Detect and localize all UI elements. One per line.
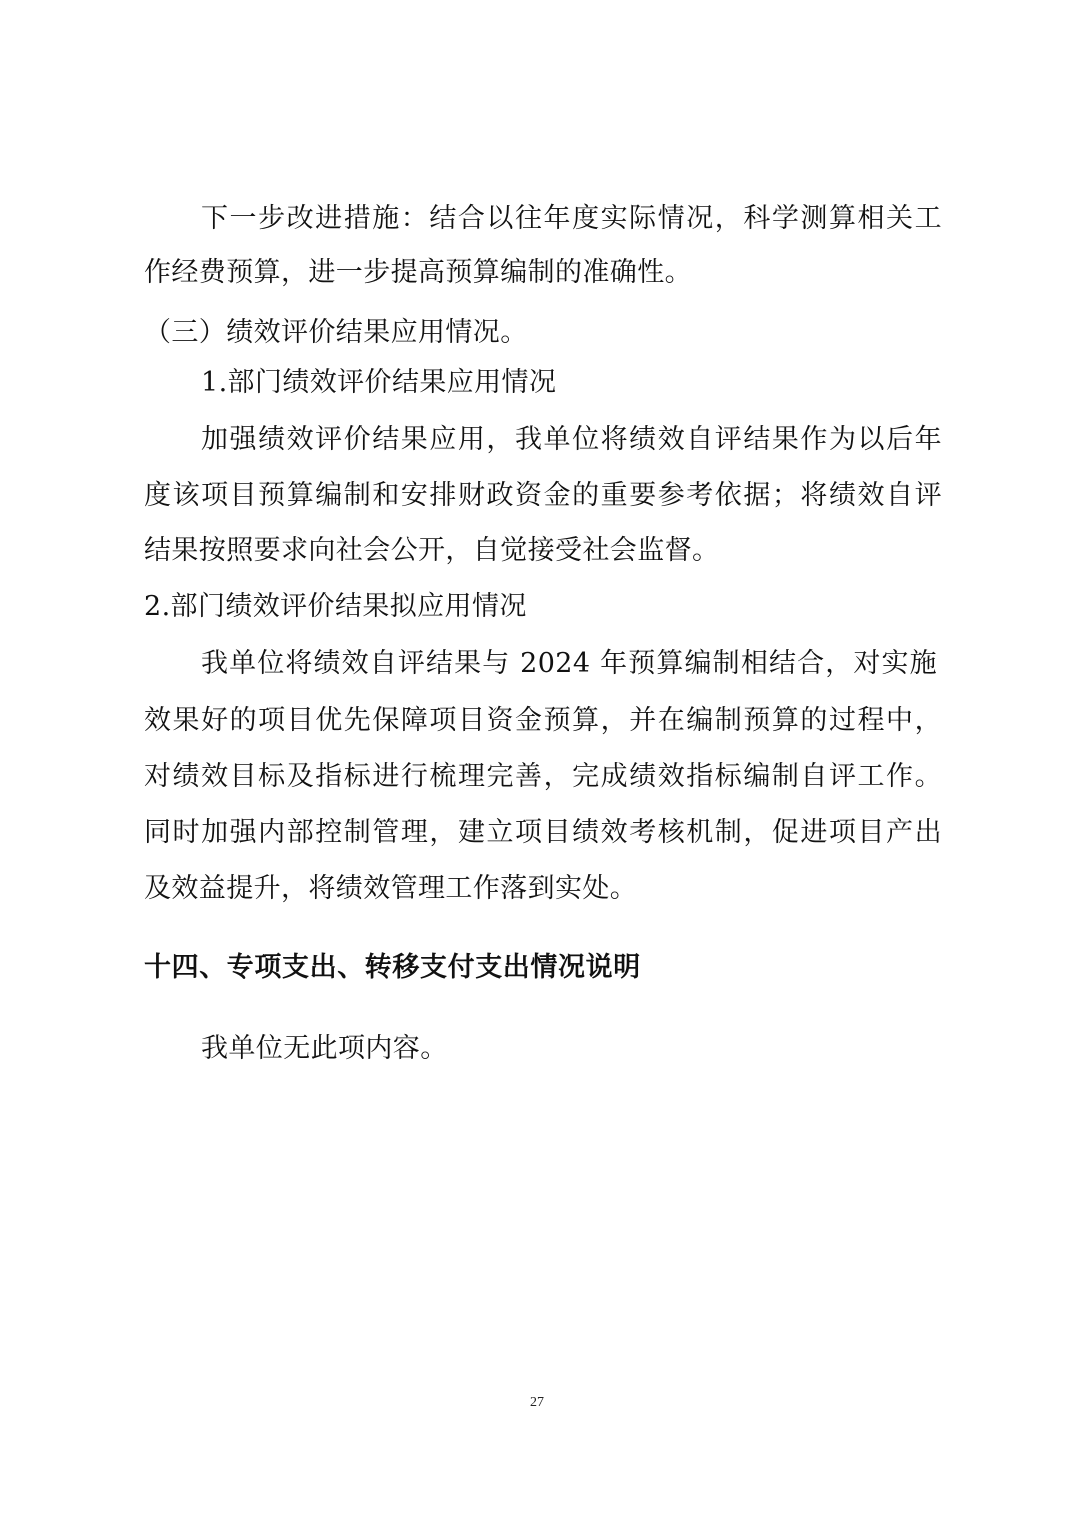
paragraph-planned-use-line-5: 及效益提升，将绩效管理工作落到实处。 — [144, 873, 638, 904]
page-number: 27 — [530, 1395, 544, 1410]
section-3-title: （三）绩效评价结果应用情况。 — [144, 317, 528, 348]
paragraph-planned-use-line-4: 同时加强内部控制管理，建立项目绩效考核机制，促进项目产出 — [144, 817, 942, 848]
section-14-heading: 十四、专项支出、转移支付支出情况说明 — [144, 952, 641, 983]
paragraph-planned-use-line-1: 我单位将绩效自评结果与 2024 年预算编制相结合，对实施 — [201, 648, 937, 679]
item-2-title: 2.部门绩效评价结果拟应用情况 — [144, 591, 527, 622]
item-1-title: 1.部门绩效评价结果应用情况 — [201, 367, 557, 398]
paragraph-no-content: 我单位无此项内容。 — [201, 1033, 448, 1064]
paragraph-improvement-line-1: 下一步改进措施：结合以往年度实际情况，科学测算相关工 — [201, 203, 942, 234]
paragraph-improvement-line-2: 作经费预算，进一步提高预算编制的准确性。 — [144, 257, 692, 288]
paragraph-results-use-line-1: 加强绩效评价结果应用，我单位将绩效自评结果作为以后年 — [201, 424, 942, 455]
paragraph-results-use-line-2: 度该项目预算编制和安排财政资金的重要参考依据；将绩效自评 — [144, 480, 942, 511]
paragraph-planned-use-line-2: 效果好的项目优先保障项目资金预算，并在编制预算的过程中， — [144, 705, 942, 736]
paragraph-results-use-line-3: 结果按照要求向社会公开，自觉接受社会监督。 — [144, 535, 720, 566]
paragraph-planned-use-line-3: 对绩效目标及指标进行梳理完善，完成绩效指标编制自评工作。 — [144, 761, 942, 792]
